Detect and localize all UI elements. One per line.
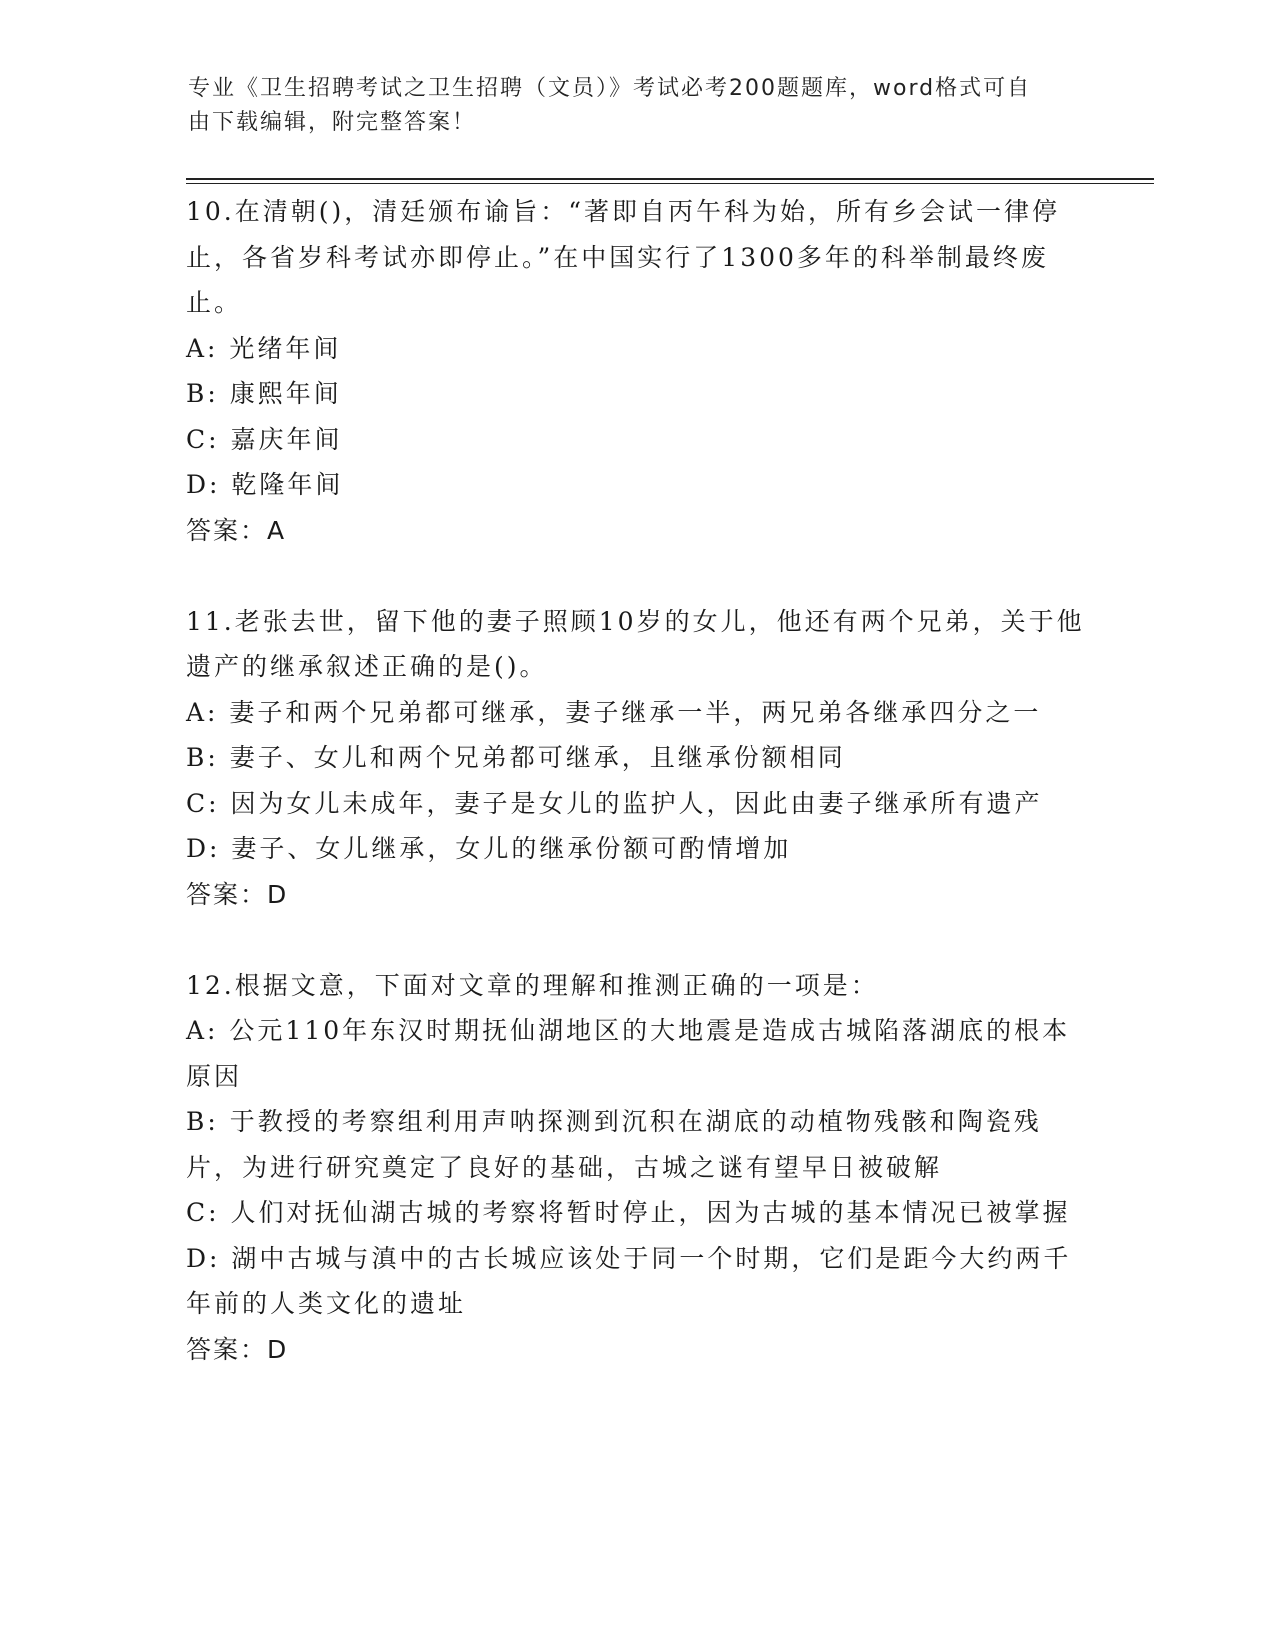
- option-c: C: 因为女儿未成年，妻子是女儿的监护人，因此由妻子继承所有遗产: [186, 788, 1043, 818]
- answer: 答案：D: [186, 879, 289, 909]
- option-a: A: 妻子和两个兄弟都可继承，妻子继承一半，两兄弟各继承四分之一: [186, 697, 1042, 727]
- question-text: 12.根据文意，下面对文章的理解和推测正确的一项是：: [186, 970, 879, 1000]
- question-text: 11.老张去世，留下他的妻子照顾10岁的女儿，他还有两个兄弟，关于他遗产的继承叙述正确的是()。: [186, 606, 1085, 681]
- option-a: A: 公元110年东汉时期抚仙湖地区的大地震是造成古城陷落湖底的根本原因: [186, 1016, 1071, 1091]
- question-text: 10.在清朝()，清廷颁布谕旨：“著即自丙午科为始，所有乡会试一律停止，各省岁科考试亦即停止。”在中国实行了1300多年的科举制最终废止。: [186, 197, 1061, 317]
- option-d: D: 湖中古城与滇中的古长城应该处于同一个时期，它们是距今大约两千年前的人类文化的遗址: [186, 1243, 1072, 1318]
- option-b: B: 康熙年间: [186, 379, 342, 408]
- option-b: B: 妻子、女儿和两个兄弟都可继承，且继承份额相同: [186, 743, 846, 772]
- option-d: D: 妻子、女儿继承，女儿的继承份额可酌情增加: [186, 834, 792, 863]
- option-c: C: 嘉庆年间: [186, 424, 343, 454]
- question-11: [186, 599, 1086, 918]
- option-b: B: 于教授的考察组利用声呐探测到沉积在湖底的动植物残骸和陶瓷残片，为进行研究奠定了良好的基础，古城之谜有望早日被破解: [186, 1107, 1042, 1182]
- answer: 答案：A: [186, 515, 287, 545]
- question-10: [186, 189, 1086, 553]
- header-line-2: 由下载编辑，附完整答案！: [188, 110, 477, 135]
- document-header: [188, 72, 1068, 140]
- option-c: C: 人们对抚仙湖古城的考察将暂时停止，因为古城的基本情况已被掌握: [186, 1198, 1071, 1227]
- option-a: A: 光绪年间: [186, 333, 342, 363]
- header-divider-thin: [186, 183, 1154, 184]
- option-d: D: 乾隆年间: [186, 470, 344, 499]
- header-divider-thick: [186, 178, 1154, 180]
- question-12: [186, 963, 1086, 1373]
- header-line-1: 专业《卫生招聘考试之卫生招聘（文员）》考试必考200题题库，word格式可自: [188, 76, 1032, 101]
- answer: 答案：D: [186, 1334, 289, 1364]
- question-list: [186, 189, 1086, 1418]
